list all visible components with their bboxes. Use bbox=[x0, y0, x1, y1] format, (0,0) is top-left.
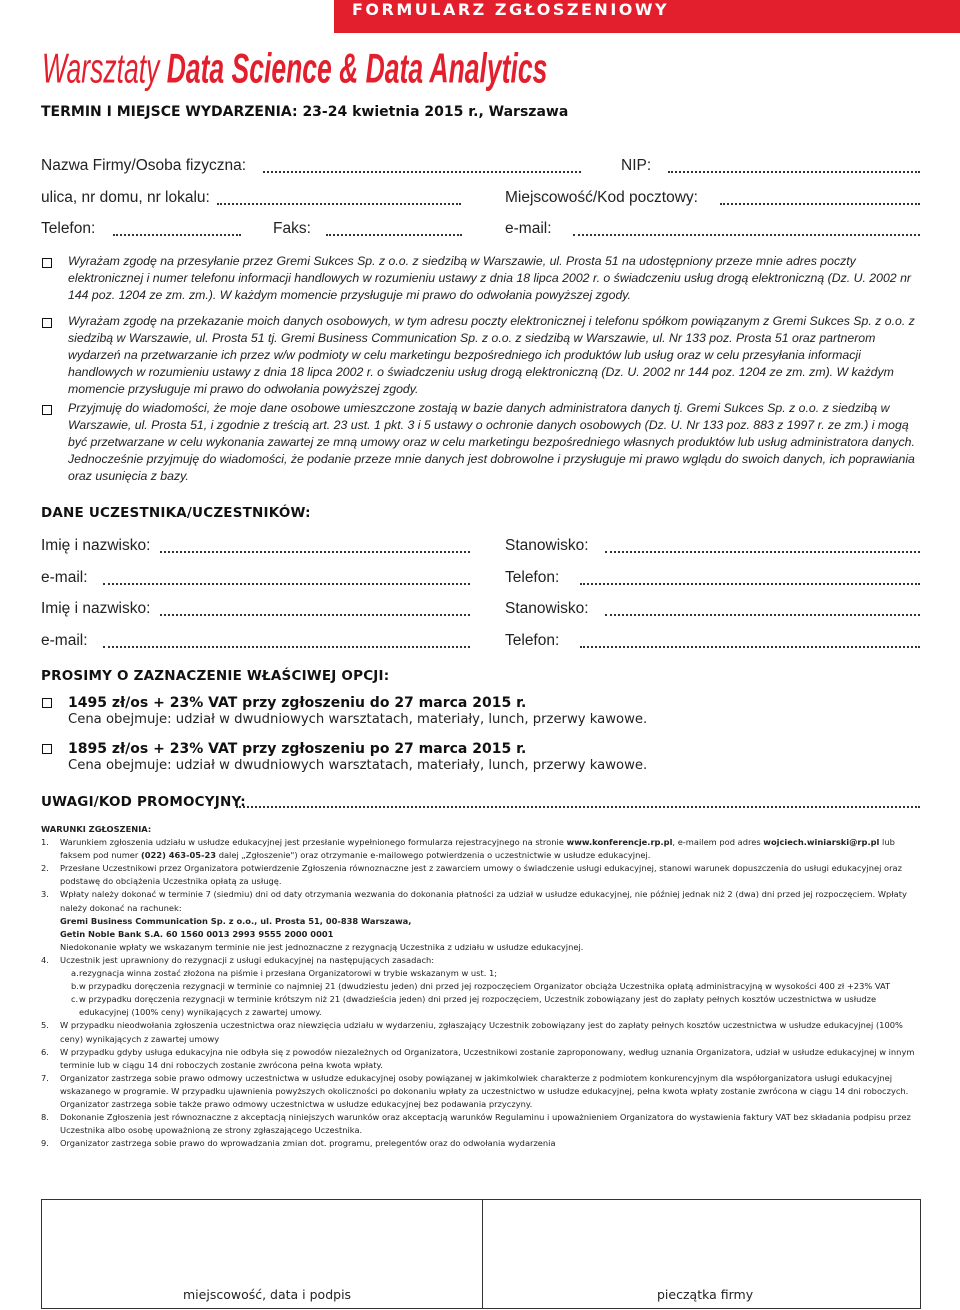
terms-heading: WARUNKI ZGŁOSZENIA: bbox=[41, 824, 152, 834]
participant-2-position-field[interactable] bbox=[605, 614, 920, 616]
street-label: ulica, nr domu, nr lokalu: bbox=[41, 189, 210, 206]
term-1-text-a: Warunkiem zgłoszenia udziału w usłudze edukacyjnej jest przesłanie wypełnionego formularza rejestracyjnego na stronie bbox=[60, 837, 567, 848]
option-2-checkbox[interactable] bbox=[42, 744, 52, 754]
participant-2-name-label: Imię i nazwisko: bbox=[41, 600, 151, 617]
consent-3-p2: Jednocześnie przyjmuję do wiadomości, że podanie przeze mnie danych jest dobrowolne i przysługuje mi prawo wglądu do swoich danych, ich poprawiania oraz usunięcia z bazy. bbox=[68, 452, 915, 484]
term-1-text-c: , e-mailem pod adres bbox=[672, 837, 764, 848]
option-1-title: 1495 zł/os + 23% VAT przy zgłoszeniu do 27 marca 2015 r. bbox=[68, 695, 527, 711]
participant-2-phone-field[interactable] bbox=[580, 646, 920, 648]
company-name-field[interactable] bbox=[263, 171, 581, 173]
phone-field[interactable] bbox=[113, 234, 241, 236]
participant-1-name-field[interactable] bbox=[160, 551, 470, 553]
participant-1-email-field[interactable] bbox=[103, 583, 470, 585]
bank-recipient-text: Gremi Business Communication Sp. z o.o., ul. Prosta 51, 00-838 Warszawa, bbox=[60, 915, 412, 926]
term-4a-text: rezygnacja winna zostać złożona na piśmie i przesłana Organizatorowi w trybie wskazanym w ust. 1; bbox=[79, 968, 498, 979]
city-label: Miejscowość/Kod pocztowy: bbox=[505, 189, 698, 206]
term-4c bbox=[41, 993, 921, 1019]
fax-label: Faks: bbox=[273, 220, 311, 237]
term-9-text: Organizator zastrzega sobie prawo do wprowadzania zmian dot. programu, prelegentów oraz do odwołania wydarzenia bbox=[60, 1138, 556, 1149]
term-2 bbox=[41, 862, 921, 888]
term-2-number: 2. bbox=[41, 863, 49, 874]
term-4-text: Uczestnik jest uprawniony do rezygnacji z usługi edukacyjnej na następujących zasadach: bbox=[60, 954, 435, 965]
remarks-field[interactable] bbox=[236, 806, 920, 808]
term-1-number: 1. bbox=[41, 837, 49, 848]
term-1-text-e: lub faksem pod numer bbox=[60, 837, 895, 861]
signature-place-date-label: miejscowość, data i podpis bbox=[183, 1287, 352, 1302]
signature-box bbox=[41, 1199, 921, 1309]
nip-field[interactable] bbox=[668, 171, 920, 173]
option-2-description: Cena obejmuje: udział w dwudniowych warsztatach, materiały, lunch, przerwy kawowe. bbox=[68, 758, 648, 773]
consent-1-checkbox[interactable] bbox=[42, 258, 52, 268]
participant-1-phone-label: Telefon: bbox=[505, 569, 560, 586]
participant-2-email-field[interactable] bbox=[103, 646, 470, 648]
nip-label: NIP: bbox=[621, 157, 652, 174]
term-4-number: 4. bbox=[41, 954, 49, 965]
term-4b bbox=[41, 980, 921, 993]
consent-3-p1: Przyjmuję do wiadomości, że moje dane osobowe umieszczone zostają w bazie danych administratora danych tj. Gremi Sukces Sp. z o.o. z siedzibą w Warszawie, ul. Prosta 51, i zgodnie z treścią art. 23 ust. 1 pkt. 3 i 5 ustawy o ochronie danych osobowych (Dz. U. Nr 133 poz. 883 z 1997 r. ze zm.) i mogą być przetwarzane w celu wykonania zawartej ze mną umowy oraz w celu marketingu bezpośredniego własnych produktów lub usług administratora danych. bbox=[68, 401, 915, 450]
participant-2-position-label: Stanowisko: bbox=[505, 600, 589, 617]
bank-recipient bbox=[41, 915, 921, 928]
consent-3-checkbox[interactable] bbox=[42, 405, 52, 415]
svg-text:Warsztaty Data Science & Data bbox=[42, 46, 547, 92]
term-1-fax: (022) 463-05-23 bbox=[140, 850, 217, 861]
participants-heading: DANE UCZESTNIKA/UCZESTNIKÓW: bbox=[41, 505, 311, 521]
consent-1-text bbox=[68, 253, 921, 304]
term-5-number: 5. bbox=[41, 1020, 49, 1031]
phone-label: Telefon: bbox=[41, 220, 96, 237]
city-field[interactable] bbox=[720, 203, 920, 205]
term-8-number: 8. bbox=[41, 1112, 49, 1123]
option-1-checkbox[interactable] bbox=[42, 698, 52, 708]
term-3-note: Niedokonanie wpłaty we wskazanym terminie nie jest jednoznaczne z rezygnacją Uczestnika z udziału w usłudze edukacyjnej. bbox=[60, 941, 584, 952]
participant-1-email-label: e-mail: bbox=[41, 569, 88, 586]
term-7-number: 7. bbox=[41, 1072, 49, 1083]
term-9 bbox=[41, 1137, 921, 1150]
street-field[interactable] bbox=[217, 203, 461, 205]
option-1-description: Cena obejmuje: udział w dwudniowych warsztatach, materiały, lunch, przerwy kawowe. bbox=[68, 712, 648, 727]
term-3 bbox=[41, 888, 921, 914]
term-1-text-g: dalej „Zgłoszenie") oraz otrzymanie e-mailowego potwierdzenia o uczestnictwie w usłudze edukacyjnej. bbox=[216, 850, 651, 861]
term-8-text: Dokonanie Zgłoszenia jest równoznaczne z akceptacją niniejszych warunków oraz akceptacją warunków Regulaminu i upoważnieniem Organizatora do wystawienia faktury VAT bez składania podpisu przez Uczestnika albo osobę upoważnioną ze strony zgłaszającego Uczestnika. bbox=[60, 1112, 911, 1136]
consent-2-p1: Wyrażam zgodę na przekazanie moich danych osobowych, w tym adresu poczty elektronicznej i telefonu spółkom powiązanym z Gremi Sukces Sp. z o.o. z siedzibą w Warszawie, ul. Prosta 51 tj. Gremi Business Communication Sp. z o.o. z siedzibą w Warszawie, ul. Nr 133 poz. Prosta 51 oraz partnerom wydarzeń na przetwarzanie ich przez w/w podmioty w celu marketingu bezpośredniego ich produktów lub usług oraz w celu przesyłania informacji handlowych w rozumieniu ustawy z dnia 18 lipca 2002 r. o świadczeniu usług drogą elektroniczną (Dz. U. 2002 nr 144 poz. 1204 ze zm. zm). W każdym momencie przysługuje mi prawo do odwołania powyższej zgody. bbox=[68, 314, 915, 397]
term-6-text: W przypadku gdyby usługa edukacyjna nie odbyła się z powodów niezależnych od Organizatora, Uczestnikowi zostanie zaproponowany, według uznania Organizatora, udział w usłudze edukacyjnej w innym terminie lub w ciągu 14 dni roboczych zostanie zwrócona pełna kwota wpłaty. bbox=[60, 1046, 915, 1070]
bank-account bbox=[41, 928, 921, 941]
consent-1-p1: Wyrażam zgodę na przesyłanie przez Gremi Sukces Sp. z o.o. z siedzibą w Warszawie, ul. Prosta 51 na udostępniony przeze mnie adres poczty elektronicznej i numer telefonu informacji handlowych w rozumieniu ustawy z dnia 18 lipca 2002 r. o świadczeniu usług drogą elektroniczną (Dz. U. 2002 nr 144 poz. 1204 ze zm. zm.). W każdym momencie przysługuje mi prawo do odwołania powyższej zgody. bbox=[68, 254, 911, 303]
term-7-text: Organizator zastrzega sobie prawo odmowy uczestnictwa w usłudze edukacyjnej osoby powiązanej w jakimkolwiek charakterze z podmiotem konkurencyjnym dla współorganizatora usługi edukacyjnej wskazanego w programie. W przypadku ujawnienia powyższych okoliczności po dokonaniu wpłaty za uczestnictwo w usłudze edukacyjnej, pełna kwota wpłaty zostanie zwrócona w ciągu 14 dni roboczych. Organizator zastrzega sobie także prawo odmowy uczestnictwa w usłudze edukacyjnej bez podawania przyczyny. bbox=[60, 1072, 909, 1109]
term-4b-letter: b. bbox=[71, 981, 79, 992]
participant-1-position-label: Stanowisko: bbox=[505, 537, 589, 554]
term-4c-letter: c. bbox=[71, 994, 79, 1005]
consent-3-text bbox=[68, 400, 921, 485]
options-heading: PROSIMY O ZAZNACZENIE WŁAŚCIWEJ OPCJI: bbox=[41, 668, 390, 684]
term-1-email: wojciech.winiarski@rp.pl bbox=[763, 837, 880, 848]
term-2-text: Przesłane Uczestnikowi przez Organizatora potwierdzenie Zgłoszenia równoznaczne jest z zawarciem umowy o świadczenie usługi edukacyjnej, stanowi warunek dopuszczenia do usługi edukacyjnej oraz podstawę do obciążenia Uczestnika opłatą za usługę. bbox=[60, 863, 902, 887]
terms-section bbox=[41, 823, 921, 1150]
bank-account-text: Getin Noble Bank S.A. 60 1560 0013 2993 9555 2000 0001 bbox=[60, 928, 334, 939]
term-6-number: 6. bbox=[41, 1046, 49, 1057]
event-date-place: TERMIN I MIEJSCE WYDARZENIA: 23-24 kwietnia 2015 r., Warszawa bbox=[41, 104, 569, 120]
participant-2-name-field[interactable] bbox=[160, 614, 470, 616]
consent-2-checkbox[interactable] bbox=[42, 318, 52, 328]
term-3-text: Wpłaty należy dokonać w terminie 7 (siedmiu) dni od daty otrzymania wezwania do dokonania płatności za udział w usłudze edukacyjnej, nie później jednak niż 2 (dwa) dni przed jej rozpoczęciem. Wpłaty należy dokonać na rachunek: bbox=[60, 889, 907, 913]
signature-divider bbox=[482, 1200, 483, 1308]
participant-1-position-field[interactable] bbox=[605, 551, 920, 553]
option-2-title: 1895 zł/os + 23% VAT przy zgłoszeniu po 27 marca 2015 r. bbox=[68, 741, 527, 757]
company-stamp-label: pieczątka firmy bbox=[657, 1287, 754, 1302]
participant-1-phone-field[interactable] bbox=[580, 583, 920, 585]
term-7 bbox=[41, 1072, 921, 1111]
email-label: e-mail: bbox=[505, 220, 552, 237]
term-6 bbox=[41, 1046, 921, 1072]
fax-field[interactable] bbox=[326, 234, 462, 236]
term-3-number: 3. bbox=[41, 889, 49, 900]
company-name-label: Nazwa Firmy/Osoba fizyczna: bbox=[41, 157, 246, 174]
term-9-number: 9. bbox=[41, 1138, 49, 1149]
participant-2-email-label: e-mail: bbox=[41, 632, 88, 649]
term-4a bbox=[41, 967, 921, 980]
term-4b-text: w przypadku doręczenia rezygnacji w terminie co najmniej 21 (dwudziestu jeden) dni przed jej rozpoczęciem Organizator obciąża Uczestnika opłatą administracyjną w wysokości 400 zł +23% VAT bbox=[79, 981, 891, 992]
term-4 bbox=[41, 954, 921, 967]
term-4c-text: w przypadku doręczenia rezygnacji w terminie krótszym niż 21 (dwadzieścia jeden) dni przed jej rozpoczęciem, Uczestnik zobowiązany jest do zapłaty pełnych kosztów uczestnictwa w usłudze edukacyjnej (100% ceny) wynikających z zawartej umowy. bbox=[79, 994, 877, 1018]
term-1-website: www.konferencje.rp.pl bbox=[566, 837, 673, 848]
term-5-text: W przypadku nieodwołania zgłoszenia uczestnictwa oraz niewzięcia udziału w wydarzeniu, zgłaszający Uczestnik zobowiązany jest do zapłaty pełnych kosztów uczestnictwa w usłudze edukacyjnej (100% ceny) wynikających z zawartej umowy bbox=[60, 1020, 903, 1044]
consent-2-text bbox=[68, 313, 921, 398]
title-bold: Data Science & Data Analytics bbox=[166, 46, 548, 93]
term-1 bbox=[41, 836, 921, 862]
email-field[interactable] bbox=[573, 234, 920, 236]
participant-2-phone-label: Telefon: bbox=[505, 632, 560, 649]
participant-1-name-label: Imię i nazwisko: bbox=[41, 537, 151, 554]
term-4a-letter: a. bbox=[71, 968, 79, 979]
title-regular: Warsztaty bbox=[42, 46, 167, 93]
remarks-label: UWAGI/KOD PROMOCYJNY: bbox=[41, 794, 246, 810]
form-banner: FORMULARZ ZGŁOSZENIOWY bbox=[334, 0, 960, 33]
term-8 bbox=[41, 1111, 921, 1137]
event-title bbox=[42, 46, 562, 96]
term-5 bbox=[41, 1019, 921, 1045]
